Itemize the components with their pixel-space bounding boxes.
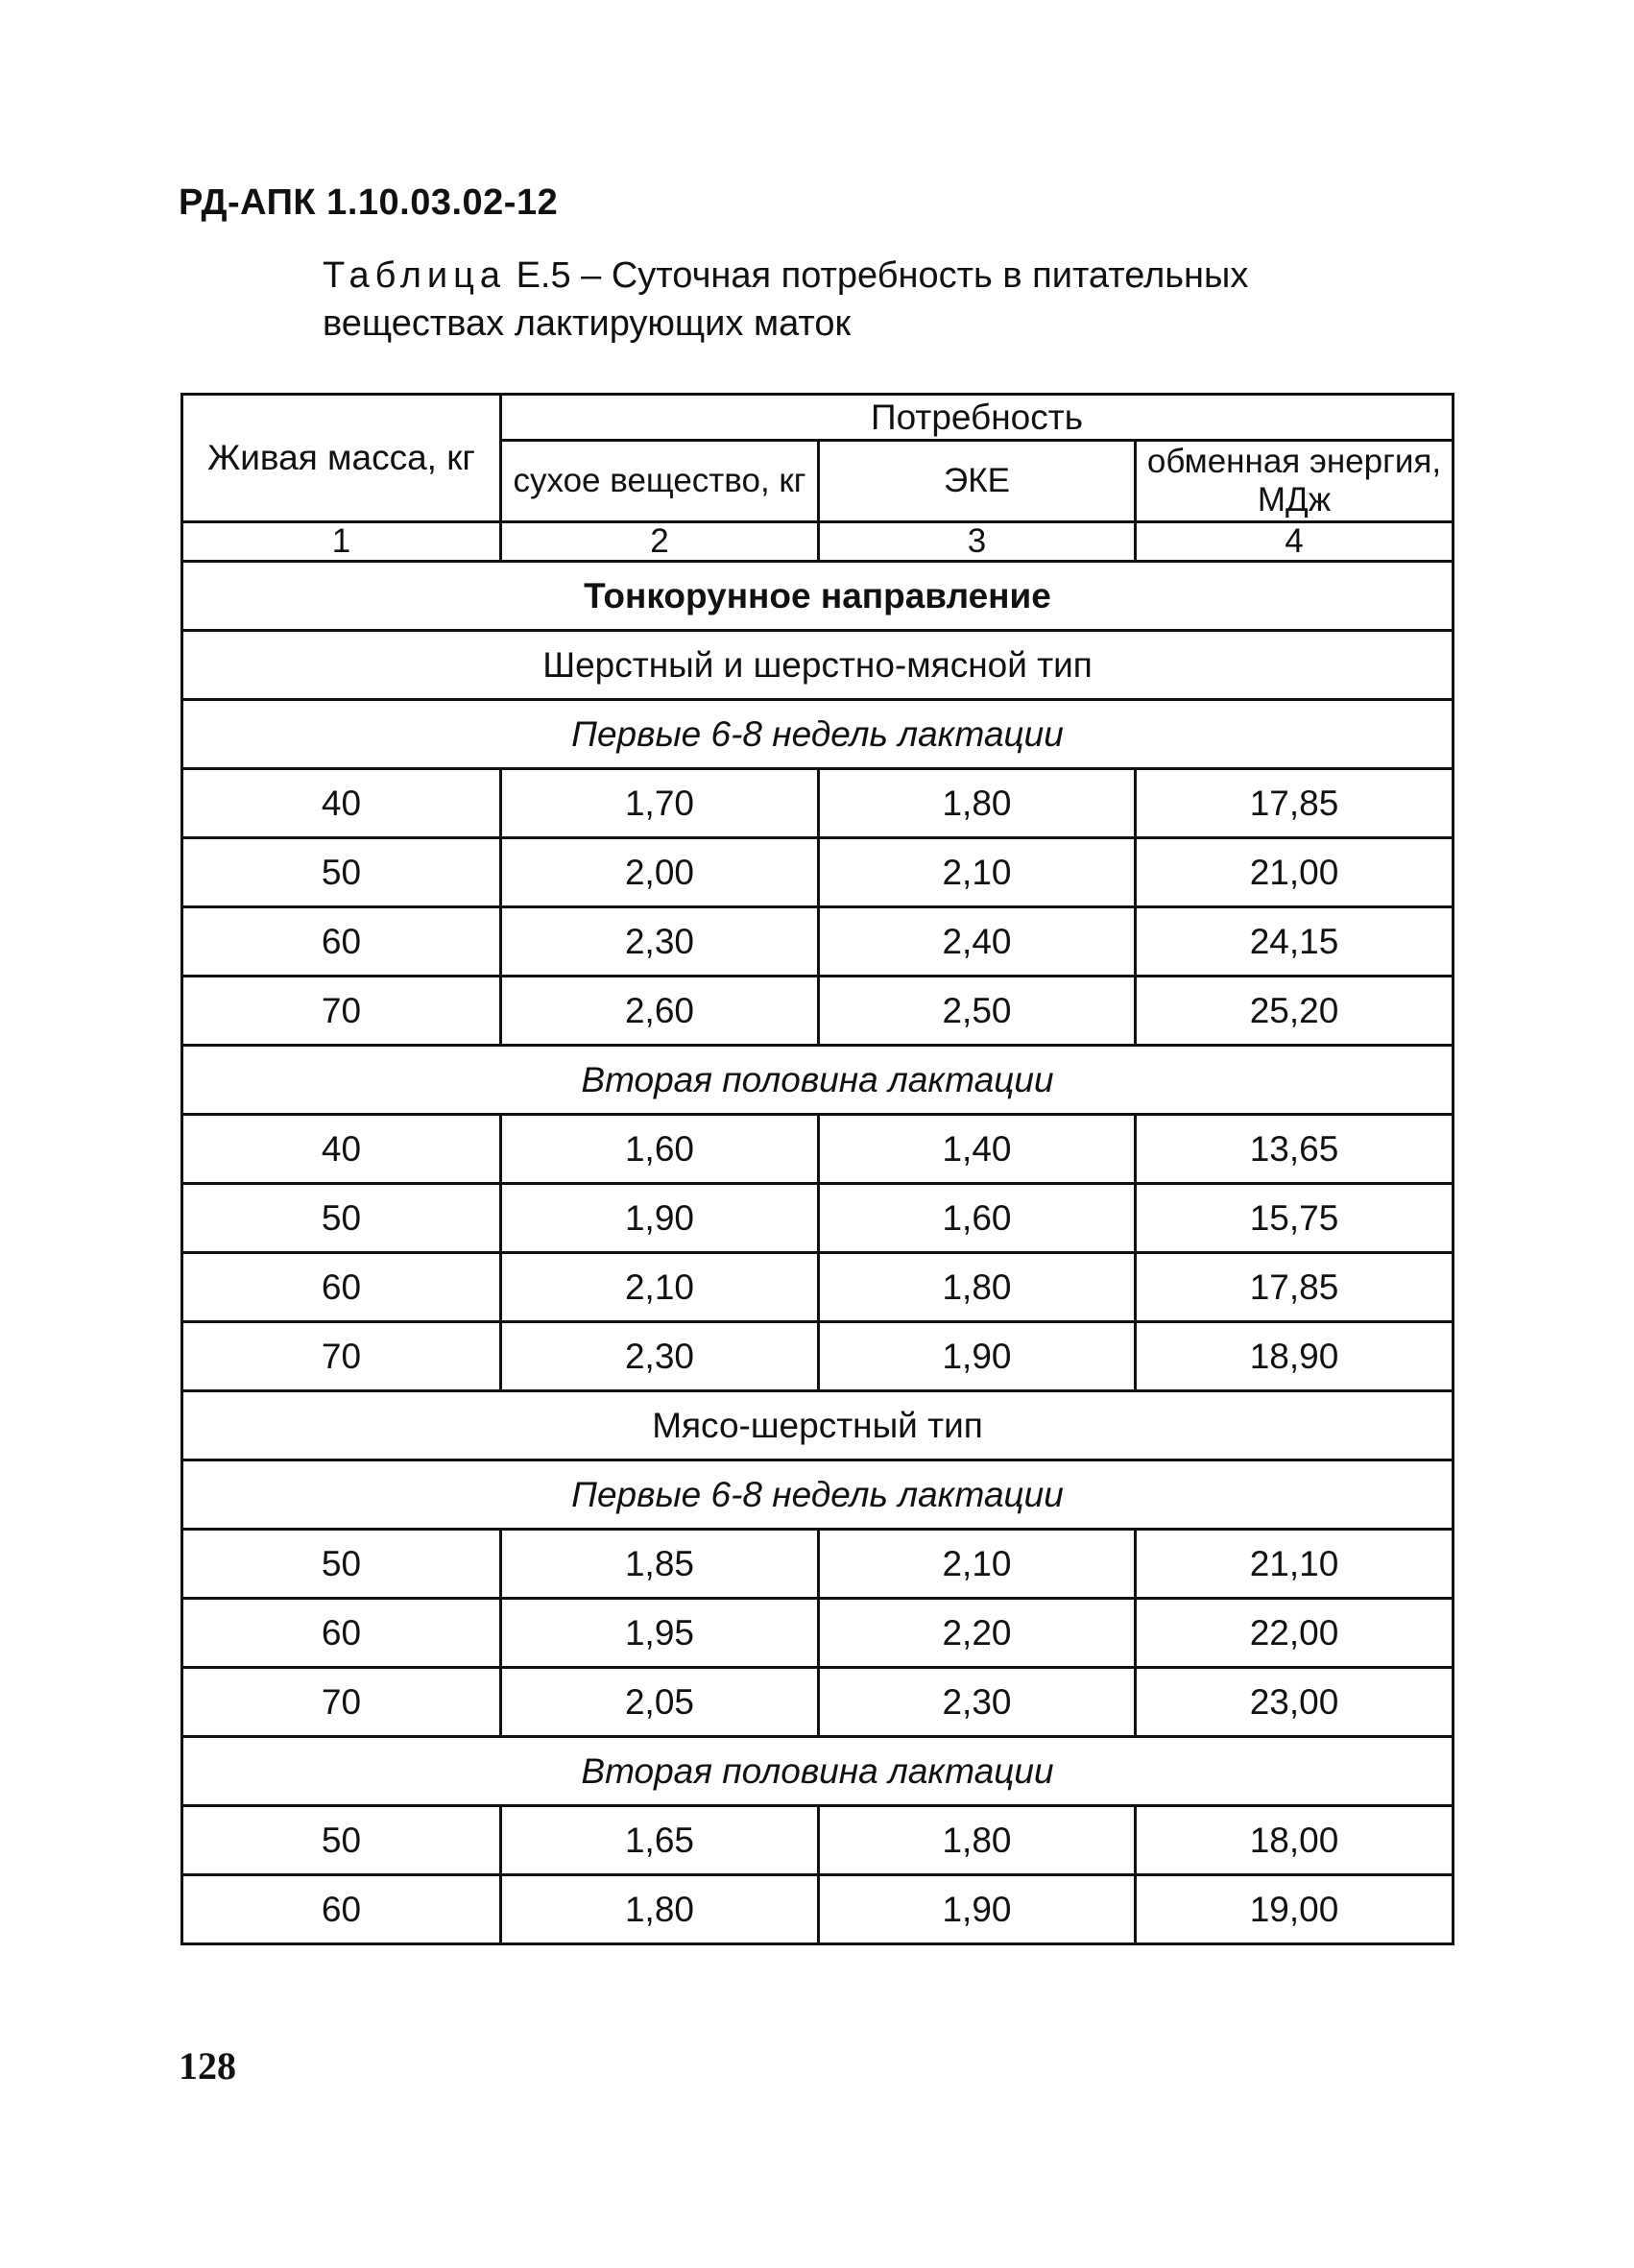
section-title: Мясо-шерстный тип xyxy=(182,1391,1454,1460)
header-live-weight: Живая масса, кг xyxy=(182,395,501,522)
table-cell: 13,65 xyxy=(1136,1115,1454,1184)
table-cell: 2,20 xyxy=(819,1599,1136,1668)
table-row xyxy=(182,838,1454,907)
column-number: 1 xyxy=(182,522,501,562)
table-cell: 21,10 xyxy=(1136,1530,1454,1599)
table-row xyxy=(182,1599,1454,1668)
table-cell: 50 xyxy=(182,1530,501,1599)
table-cell: 21,00 xyxy=(1136,838,1454,907)
section-row xyxy=(182,1046,1454,1115)
column-number: 2 xyxy=(501,522,819,562)
table-cell: 25,20 xyxy=(1136,977,1454,1046)
table-cell: 50 xyxy=(182,838,501,907)
table-cell: 1,95 xyxy=(501,1599,819,1668)
column-number: 3 xyxy=(819,522,1136,562)
table-row xyxy=(182,1115,1454,1184)
table-cell: 60 xyxy=(182,907,501,977)
table-cell: 2,40 xyxy=(819,907,1136,977)
table-caption xyxy=(323,252,1475,348)
section-row xyxy=(182,1737,1454,1806)
table-row xyxy=(182,1184,1454,1253)
table-row xyxy=(182,1875,1454,1944)
table-cell: 2,30 xyxy=(501,907,819,977)
table-cell: 50 xyxy=(182,1806,501,1875)
section-title: Вторая половина лактации xyxy=(182,1046,1454,1115)
table-cell: 40 xyxy=(182,769,501,838)
section-row xyxy=(182,1460,1454,1530)
table-cell: 2,05 xyxy=(501,1668,819,1737)
caption-label: Таблица xyxy=(323,255,506,296)
table-cell: 22,00 xyxy=(1136,1599,1454,1668)
table-cell: 2,50 xyxy=(819,977,1136,1046)
section-row xyxy=(182,631,1454,700)
table-cell: 1,90 xyxy=(501,1184,819,1253)
table-cell: 1,65 xyxy=(501,1806,819,1875)
table-cell: 2,10 xyxy=(819,838,1136,907)
column-numbers-row xyxy=(182,522,1454,562)
table-cell: 18,90 xyxy=(1136,1322,1454,1391)
table-cell: 2,10 xyxy=(501,1253,819,1322)
header-dry-matter: сухое вещество, кг xyxy=(501,441,819,522)
table-cell: 40 xyxy=(182,1115,501,1184)
table-cell: 24,15 xyxy=(1136,907,1454,977)
table-cell: 2,30 xyxy=(819,1668,1136,1737)
table-cell: 50 xyxy=(182,1184,501,1253)
section-row xyxy=(182,700,1454,769)
table-row xyxy=(182,1806,1454,1875)
caption-title-line2: веществах лактирующих маток xyxy=(323,303,852,344)
table-row xyxy=(182,1668,1454,1737)
table-cell: 70 xyxy=(182,1668,501,1737)
table-cell: 1,60 xyxy=(501,1115,819,1184)
table-cell: 1,80 xyxy=(819,1253,1136,1322)
table-cell: 2,30 xyxy=(501,1322,819,1391)
table-cell: 23,00 xyxy=(1136,1668,1454,1737)
document-code: РД-АПК 1.10.03.02-12 xyxy=(179,182,559,223)
section-row xyxy=(182,1391,1454,1460)
table-row xyxy=(182,1322,1454,1391)
table-row xyxy=(182,769,1454,838)
table-cell: 17,85 xyxy=(1136,769,1454,838)
table-row xyxy=(182,907,1454,977)
section-title: Шерстный и шерстно-мясной тип xyxy=(182,631,1454,700)
table-cell: 1,60 xyxy=(819,1184,1136,1253)
table-cell: 1,85 xyxy=(501,1530,819,1599)
table-cell: 1,80 xyxy=(501,1875,819,1944)
header-metabolic-energy: обменная энергия, МДж xyxy=(1136,441,1454,522)
table-cell: 15,75 xyxy=(1136,1184,1454,1253)
table-cell: 1,80 xyxy=(819,1806,1136,1875)
table-cell: 2,60 xyxy=(501,977,819,1046)
caption-dash: – xyxy=(570,255,612,296)
table-cell: 1,90 xyxy=(819,1322,1136,1391)
header-requirement-group: Потребность xyxy=(501,395,1454,441)
header-eke: ЭКЕ xyxy=(819,441,1136,522)
table-cell: 70 xyxy=(182,1322,501,1391)
table-cell: 70 xyxy=(182,977,501,1046)
table-row xyxy=(182,1253,1454,1322)
table-cell: 60 xyxy=(182,1875,501,1944)
table-cell: 1,70 xyxy=(501,769,819,838)
table-row xyxy=(182,1530,1454,1599)
column-number: 4 xyxy=(1136,522,1454,562)
table-cell: 19,00 xyxy=(1136,1875,1454,1944)
table-cell: 17,85 xyxy=(1136,1253,1454,1322)
table-cell: 1,40 xyxy=(819,1115,1136,1184)
table-cell: 60 xyxy=(182,1599,501,1668)
section-title: Первые 6-8 недель лактации xyxy=(182,700,1454,769)
caption-number: Е.5 xyxy=(516,255,571,296)
section-title: Первые 6-8 недель лактации xyxy=(182,1460,1454,1530)
table-cell: 2,10 xyxy=(819,1530,1136,1599)
section-title: Тонкорунное направление xyxy=(182,562,1454,631)
caption-title-line1: Суточная потребность в питательных xyxy=(611,255,1249,296)
table-cell: 2,00 xyxy=(501,838,819,907)
section-row xyxy=(182,562,1454,631)
section-title: Вторая половина лактации xyxy=(182,1737,1454,1806)
table-cell: 60 xyxy=(182,1253,501,1322)
table-cell: 1,90 xyxy=(819,1875,1136,1944)
table-row xyxy=(182,977,1454,1046)
table-cell: 1,80 xyxy=(819,769,1136,838)
table-cell: 18,00 xyxy=(1136,1806,1454,1875)
nutrient-requirements-table xyxy=(180,393,1454,1945)
page-number: 128 xyxy=(179,2044,236,2087)
